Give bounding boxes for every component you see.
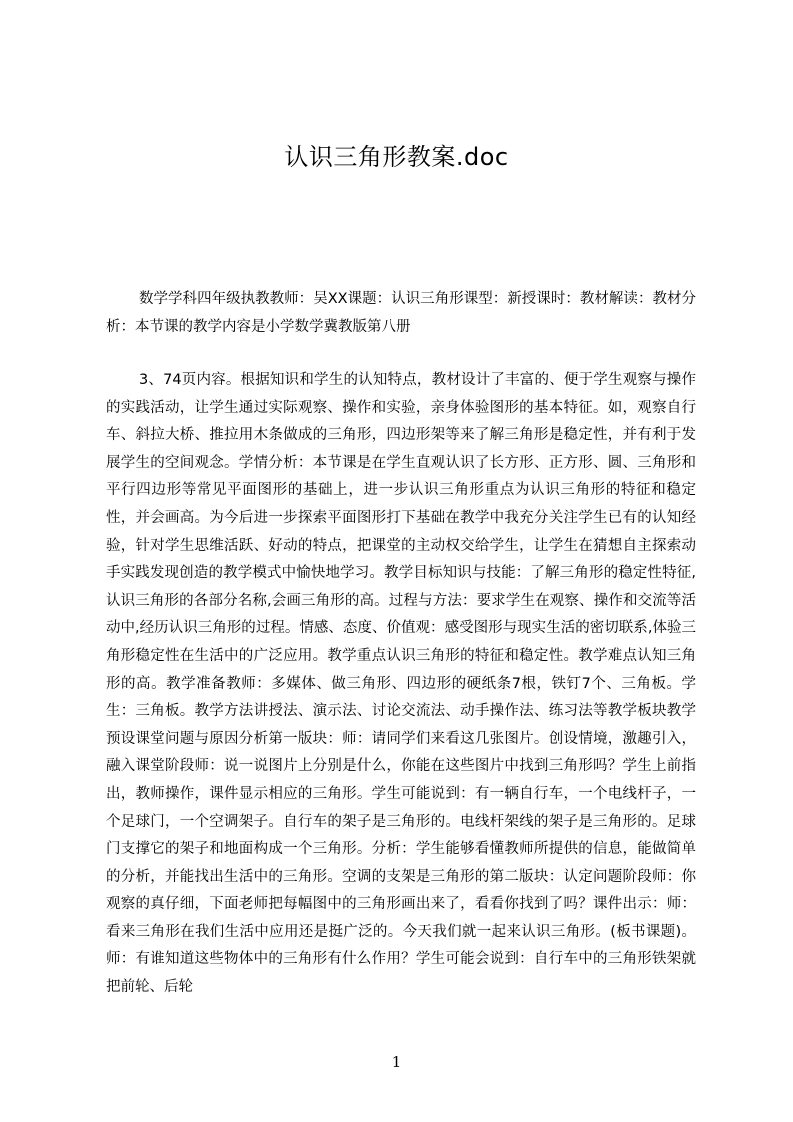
- body-paragraph-1: 数学学科四年级执教教师：吴XX课题：认识三角形课型：新授课时：教材解读：教材分析：本节课的教学内容是小学数学冀教版第八册: [106, 291, 696, 335]
- page-number: 1: [391, 1053, 402, 1071]
- body-paragraph-2: 3、74页内容。根据知识和学生的认知特点，教材设计了丰富的、便于学生观察与操作的实践活动，让学生通过实际观察、操作和实验，亲身体验图形的基本特征。如，观察自行车、斜拉大桥、推拉用木条做成的三角形，四边形架等来了解三角形是稳定性，并有利于发展学生的空间观念。学情分析：本节课是在学生直观认识了长方形、正方形、圆、三角形和平行四边形等常见平面图形的基础上，进一步认识三角形重点为认识三角形的特征和稳定性，并会画高。为今后进一步探索平面图形打下基础在教学中我充分关注学生已有的认知经验，针对学生思维活跃、好动的特点，把课堂的主动权交给学生，让学生在猜想自主探索动手实践发现创造的教学模式中愉快地学习。教学目标知识与技能：了解三角形的稳定性特征,认识三角形的各部分名称,会画三角形的高。过程与方法：要求学生在观察、操作和交流等活动中,经历认识三角形的过程。情感、态度、价值观：感受图形与现实生活的密切联系,体验三角形稳定性在生活中的广泛应用。教学重点认识三角形的特征和稳定性。教学难点认知三角形的高。教学准备教师：多媒体、做三角形、四边形的硬纸条7根，铁钉7个、三角板。学生：三角板。教学方法讲授法、演示法、讨论交流法、动手操作法、练习法等教学板块教学预设课堂问题与原因分析第一版块：师：请同学们来看这几张图片。创设情境，激趣引入，融入课堂阶段师：说一说图片上分别是什么，你能在这些图片中找到三角形吗？学生上前指出，教师操作，课件显示相应的三角形。学生可能说到：有一辆自行车，一个电线杆子，一个足球门，一个空调架子。自行车的架子是三角形的。电线杆架线的架子是三角形的。足球门支撑它的架子和地面构成一个三角形。分析：学生能够看懂教师所提供的信息，能做简单的分析，并能找出生活中的三角形。空调的支架是三角形的第二版块：认定问题阶段师：你观察的真仔细，下面老师把每幅图中的三角形画出来了，看看你找到了吗？课件出示：师：看来三角形在我们生活中应用还是挺广泛的。今天我们就一起来认识三角形。(板书课题)。师：有谁知道这些物体中的三角形有什么作用？学生可能会说到：自行车中的三角形铁架就把前轮、后轮: [106, 372, 696, 996]
- document-title: 认识三角形教案.doc: [284, 143, 509, 171]
